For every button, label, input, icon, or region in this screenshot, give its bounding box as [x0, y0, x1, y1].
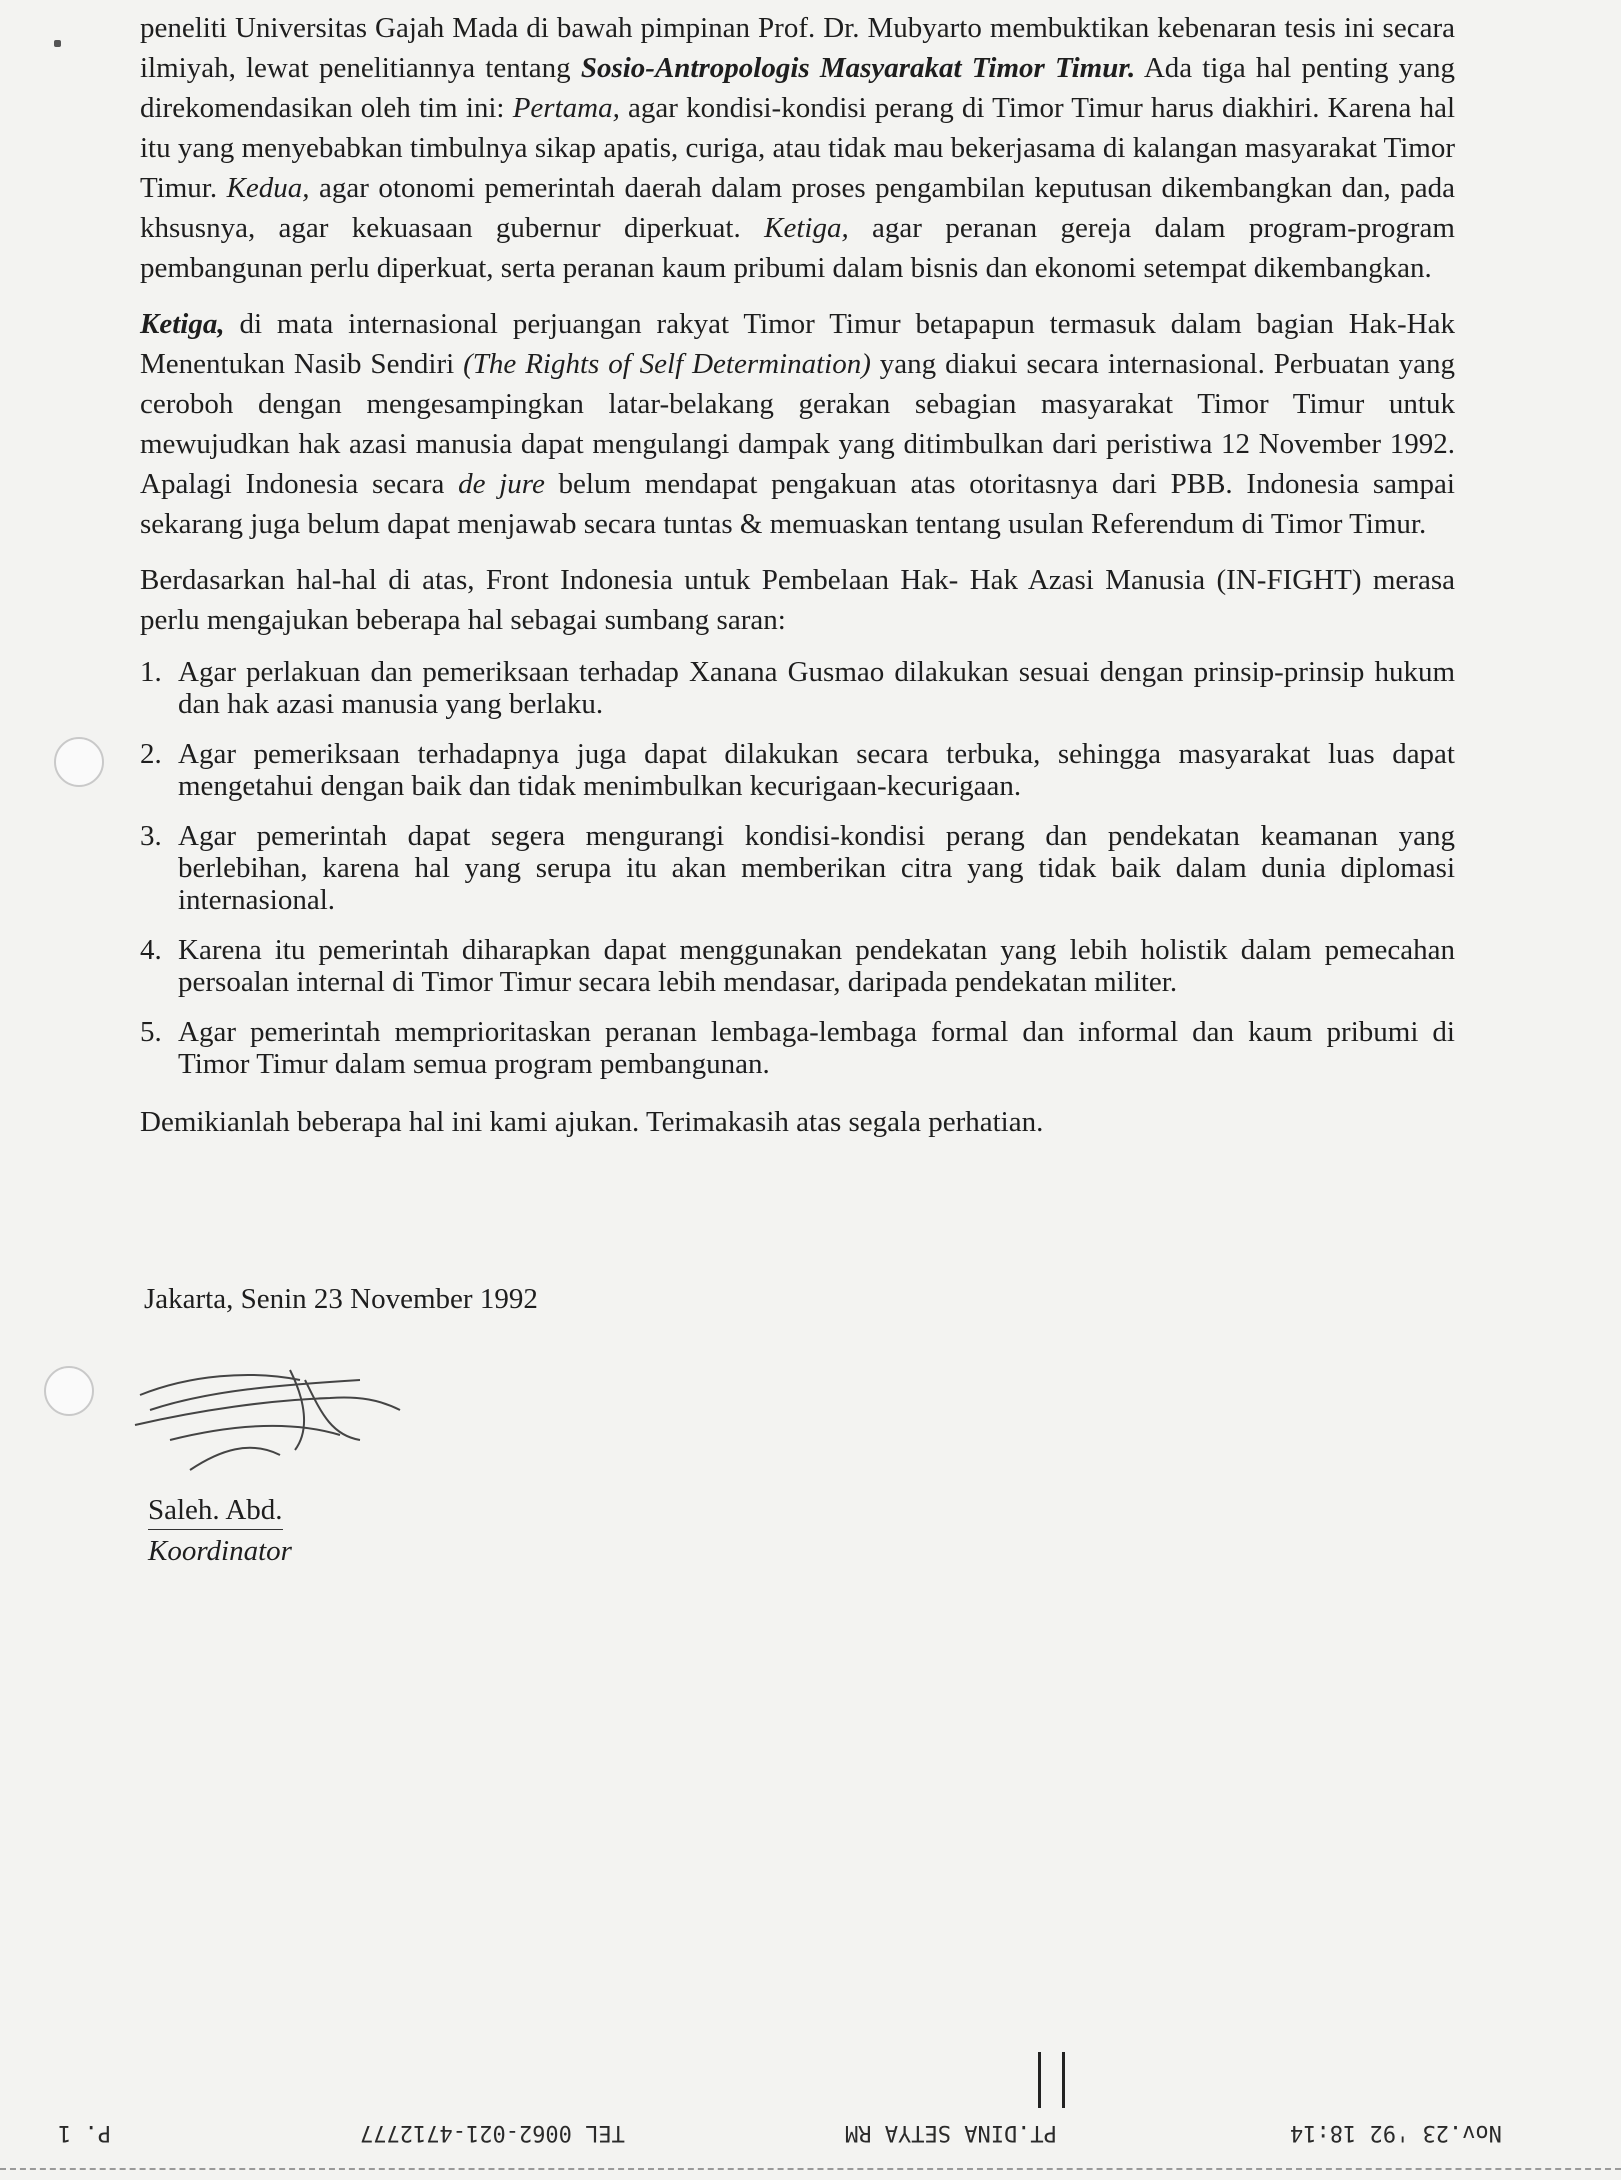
fax-telephone: TEL 0062-021-4712777 — [360, 2120, 625, 2145]
emphasis-de-jure: de jure — [458, 468, 545, 500]
emphasis-ketiga: Ketiga, — [764, 212, 849, 244]
signer-title: Koordinator — [148, 1535, 292, 1567]
paragraph-research-findings — [140, 8, 1455, 288]
item-number: 4. — [140, 934, 162, 966]
item-number: 2. — [140, 738, 162, 770]
punch-hole — [44, 1366, 94, 1416]
emphasis-ketiga: Ketiga, — [140, 308, 225, 340]
item-text: Agar perlakuan dan pemeriksaan terhadap Xanana Gusmao dilakukan sesuai dengan prinsip-prinsip hukum dan hak azasi manusia yang berlaku. — [178, 656, 1455, 720]
text-span: agar peranan gereja dalam program-program pembangunan perlu diperkuat, serta peranan kaum pribumi dalam bisnis dan ekonomi setempat dikembangkan. — [140, 212, 1455, 284]
study-title: Sosio-Antropologis Masyarakat Timor Timur. — [580, 52, 1136, 84]
emphasis-pertama: Pertama, — [512, 92, 620, 124]
text-span: agar otonomi pemerintah daerah dalam proses pengambilan keputusan dikembangkan dan, pada khsusnya, agar kekuasaan gubernur diperkuat. — [140, 172, 1455, 244]
punch-hole — [54, 737, 104, 787]
list-item — [140, 934, 1455, 998]
scan-speck — [54, 40, 61, 47]
fax-date-time: Nov.23 '92 18:14 — [1290, 2120, 1502, 2145]
item-text: Agar pemerintah memprioritaskan peranan lembaga-lembaga formal dan informal dan kaum pribumi di Timor Timur dalam semua program pembangunan. — [178, 1016, 1455, 1080]
fax-header-strip — [0, 2120, 1621, 2160]
fax-mark — [1032, 2052, 1076, 2108]
item-number: 3. — [140, 820, 162, 852]
signer-name: Saleh. Abd. — [148, 1493, 283, 1530]
paragraph-international-view — [140, 304, 1455, 544]
item-text: Agar pemeriksaan terhadapnya juga dapat dilakukan secara terbuka, sehingga masyarakat luas dapat mengetahui dengan baik dan tidak menimbulkan kecurigaan-kecurigaan. — [178, 738, 1455, 802]
list-item — [140, 656, 1455, 720]
letter-body — [140, 8, 1455, 1142]
perforation-line — [0, 2168, 1621, 2170]
text-span: Ada tiga hal penting yang direkomendasikan oleh tim ini: — [140, 52, 1455, 124]
text-span: di mata internasional perjuangan rakyat Timor Timur betapapun termasuk dalam bagian Hak-Hak Menentukan Nasib Sendiri — [140, 308, 1455, 380]
list-item — [140, 1016, 1455, 1080]
place-date: Jakarta, Senin 23 November 1992 — [144, 1283, 538, 1315]
fax-sender: PT.DINA SETYA RM — [845, 2120, 1057, 2145]
text-span: peneliti Universitas Gajah Mada di bawah pimpinan Prof. Dr. Mubyarto membuktikan kebenaran tesis ini secara ilmiyah, lewat penelitiannya tentang — [140, 12, 1455, 84]
list-item — [140, 738, 1455, 802]
text-span: belum mendapat pengakuan atas otoritasnya dari PBB. Indonesia sampai sekarang juga belum dapat menjawab secara tuntas & memuaskan tentang usulan Referendum di Timor Timur. — [140, 468, 1455, 540]
closing-line: Demikianlah beberapa hal ini kami ajukan. Terimakasih atas segala perhatian. — [140, 1106, 1044, 1138]
text-span: agar kondisi-kondisi perang di Timor Timur harus diakhiri. Karena hal itu yang menyebabkan timbulnya sikap apatis, curiga, atau tidak mau bekerjasama di kalangan masyarakat Timor Timur. — [140, 92, 1456, 204]
signer-block — [148, 1493, 292, 1568]
paragraph-proposal-intro: Berdasarkan hal-hal di atas, Front Indonesia untuk Pembelaan Hak- Hak Azasi Manusia (IN-FIGHT) merasa perlu mengajukan beberapa hal sebagai sumbang saran: — [140, 564, 1455, 636]
list-item — [140, 820, 1455, 916]
recommendation-list — [140, 656, 1455, 1080]
emphasis-self-determination: (The Rights of Self Determination) — [463, 348, 871, 380]
emphasis-kedua: Kedua, — [226, 172, 310, 204]
signature-scribble — [130, 1340, 420, 1490]
fax-page-number: P. 1 — [58, 2120, 111, 2145]
text-span: yang diakui secara internasional. Perbuatan yang ceroboh dengan mengesampingkan latar-belakang gerakan sebagian masyarakat Timor Timur untuk mewujudkan hak azasi manusia dapat mengulangi dampak yang ditimbulkan dari peristiwa 12 November 1992. Apalagi Indonesia secara — [140, 348, 1456, 500]
item-text: Karena itu pemerintah diharapkan dapat menggunakan pendekatan yang lebih holistik dalam pemecahan persoalan internal di Timor Timur secara lebih mendasar, daripada pendekatan militer. — [178, 934, 1455, 998]
item-number: 5. — [140, 1016, 162, 1048]
item-text: Agar pemerintah dapat segera mengurangi kondisi-kondisi perang dan pendekatan keamanan yang berlebihan, karena hal yang serupa itu akan memberikan citra yang tidak baik dalam dunia diplomasi internasional. — [178, 820, 1455, 916]
item-number: 1. — [140, 656, 162, 688]
